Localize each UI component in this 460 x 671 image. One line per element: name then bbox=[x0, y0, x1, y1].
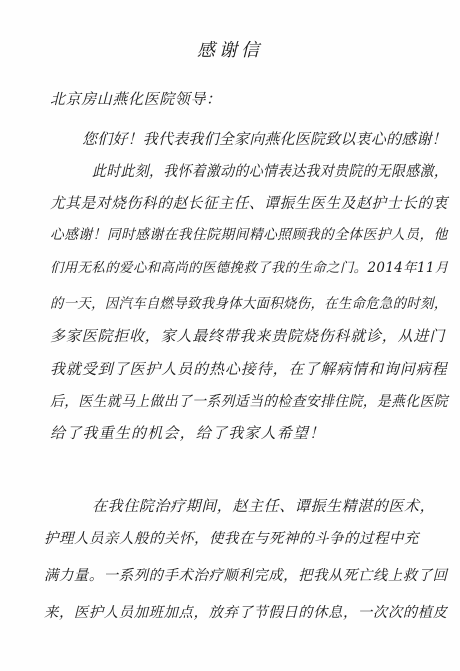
letter-line-2: 此时此刻，我怀着激动的心情表达我对贵院的无限感激， bbox=[92, 162, 449, 180]
letter-line-4: 心感谢！同时感谢在我住院期间精心照顾我的全体医护人员，他 bbox=[50, 227, 448, 243]
letter-line-5: 们用无私的爱心和高尚的医德挽救了我的生命之门。2014年11月 bbox=[50, 260, 449, 276]
letter-line-14: 来，医护人员加班加点，放弃了节假日的休息，一次次的植皮 bbox=[44, 605, 448, 621]
letter-line-6: 的一天，因汽车自燃导致我身体大面积烧伤，在生命危急的时刻， bbox=[50, 296, 448, 312]
letter-line-12: 护理人员亲人般的关怀，使我在与死神的斗争的过程中充 bbox=[44, 531, 419, 547]
letter-line-7: 多家医院拒收，家人最终带我来贵院烧伤科就诊，从进门 bbox=[50, 327, 446, 345]
letter-line-3: 尤其是对烧伤科的赵长征主任、谭振生医生及赵护士长的衷 bbox=[50, 194, 448, 212]
letter-title: 感谢信 bbox=[197, 40, 263, 61]
letter-line-13: 满力量。一系列的手术治疗顺利完成，把我从死亡线上救了回 bbox=[44, 568, 448, 584]
letter-greeting: 北京房山燕化医院领导： bbox=[50, 90, 222, 108]
letter-line-11: 在我住院治疗期间，赵主任、谭振生精湛的医术， bbox=[92, 497, 436, 515]
letter-line-10: 给了我重生的机会，给了我家人希望！ bbox=[50, 424, 326, 442]
letter-line-8: 我就受到了医护人员的热心接待，在了解病情和询问病程 bbox=[50, 360, 448, 378]
letter-line-1: 您们好！我代表我们全家向燕化医院致以衷心的感谢！ bbox=[82, 130, 447, 148]
letter-line-9: 后，医生就马上做出了一系列适当的检查安排住院，是燕化医院 bbox=[50, 394, 449, 410]
